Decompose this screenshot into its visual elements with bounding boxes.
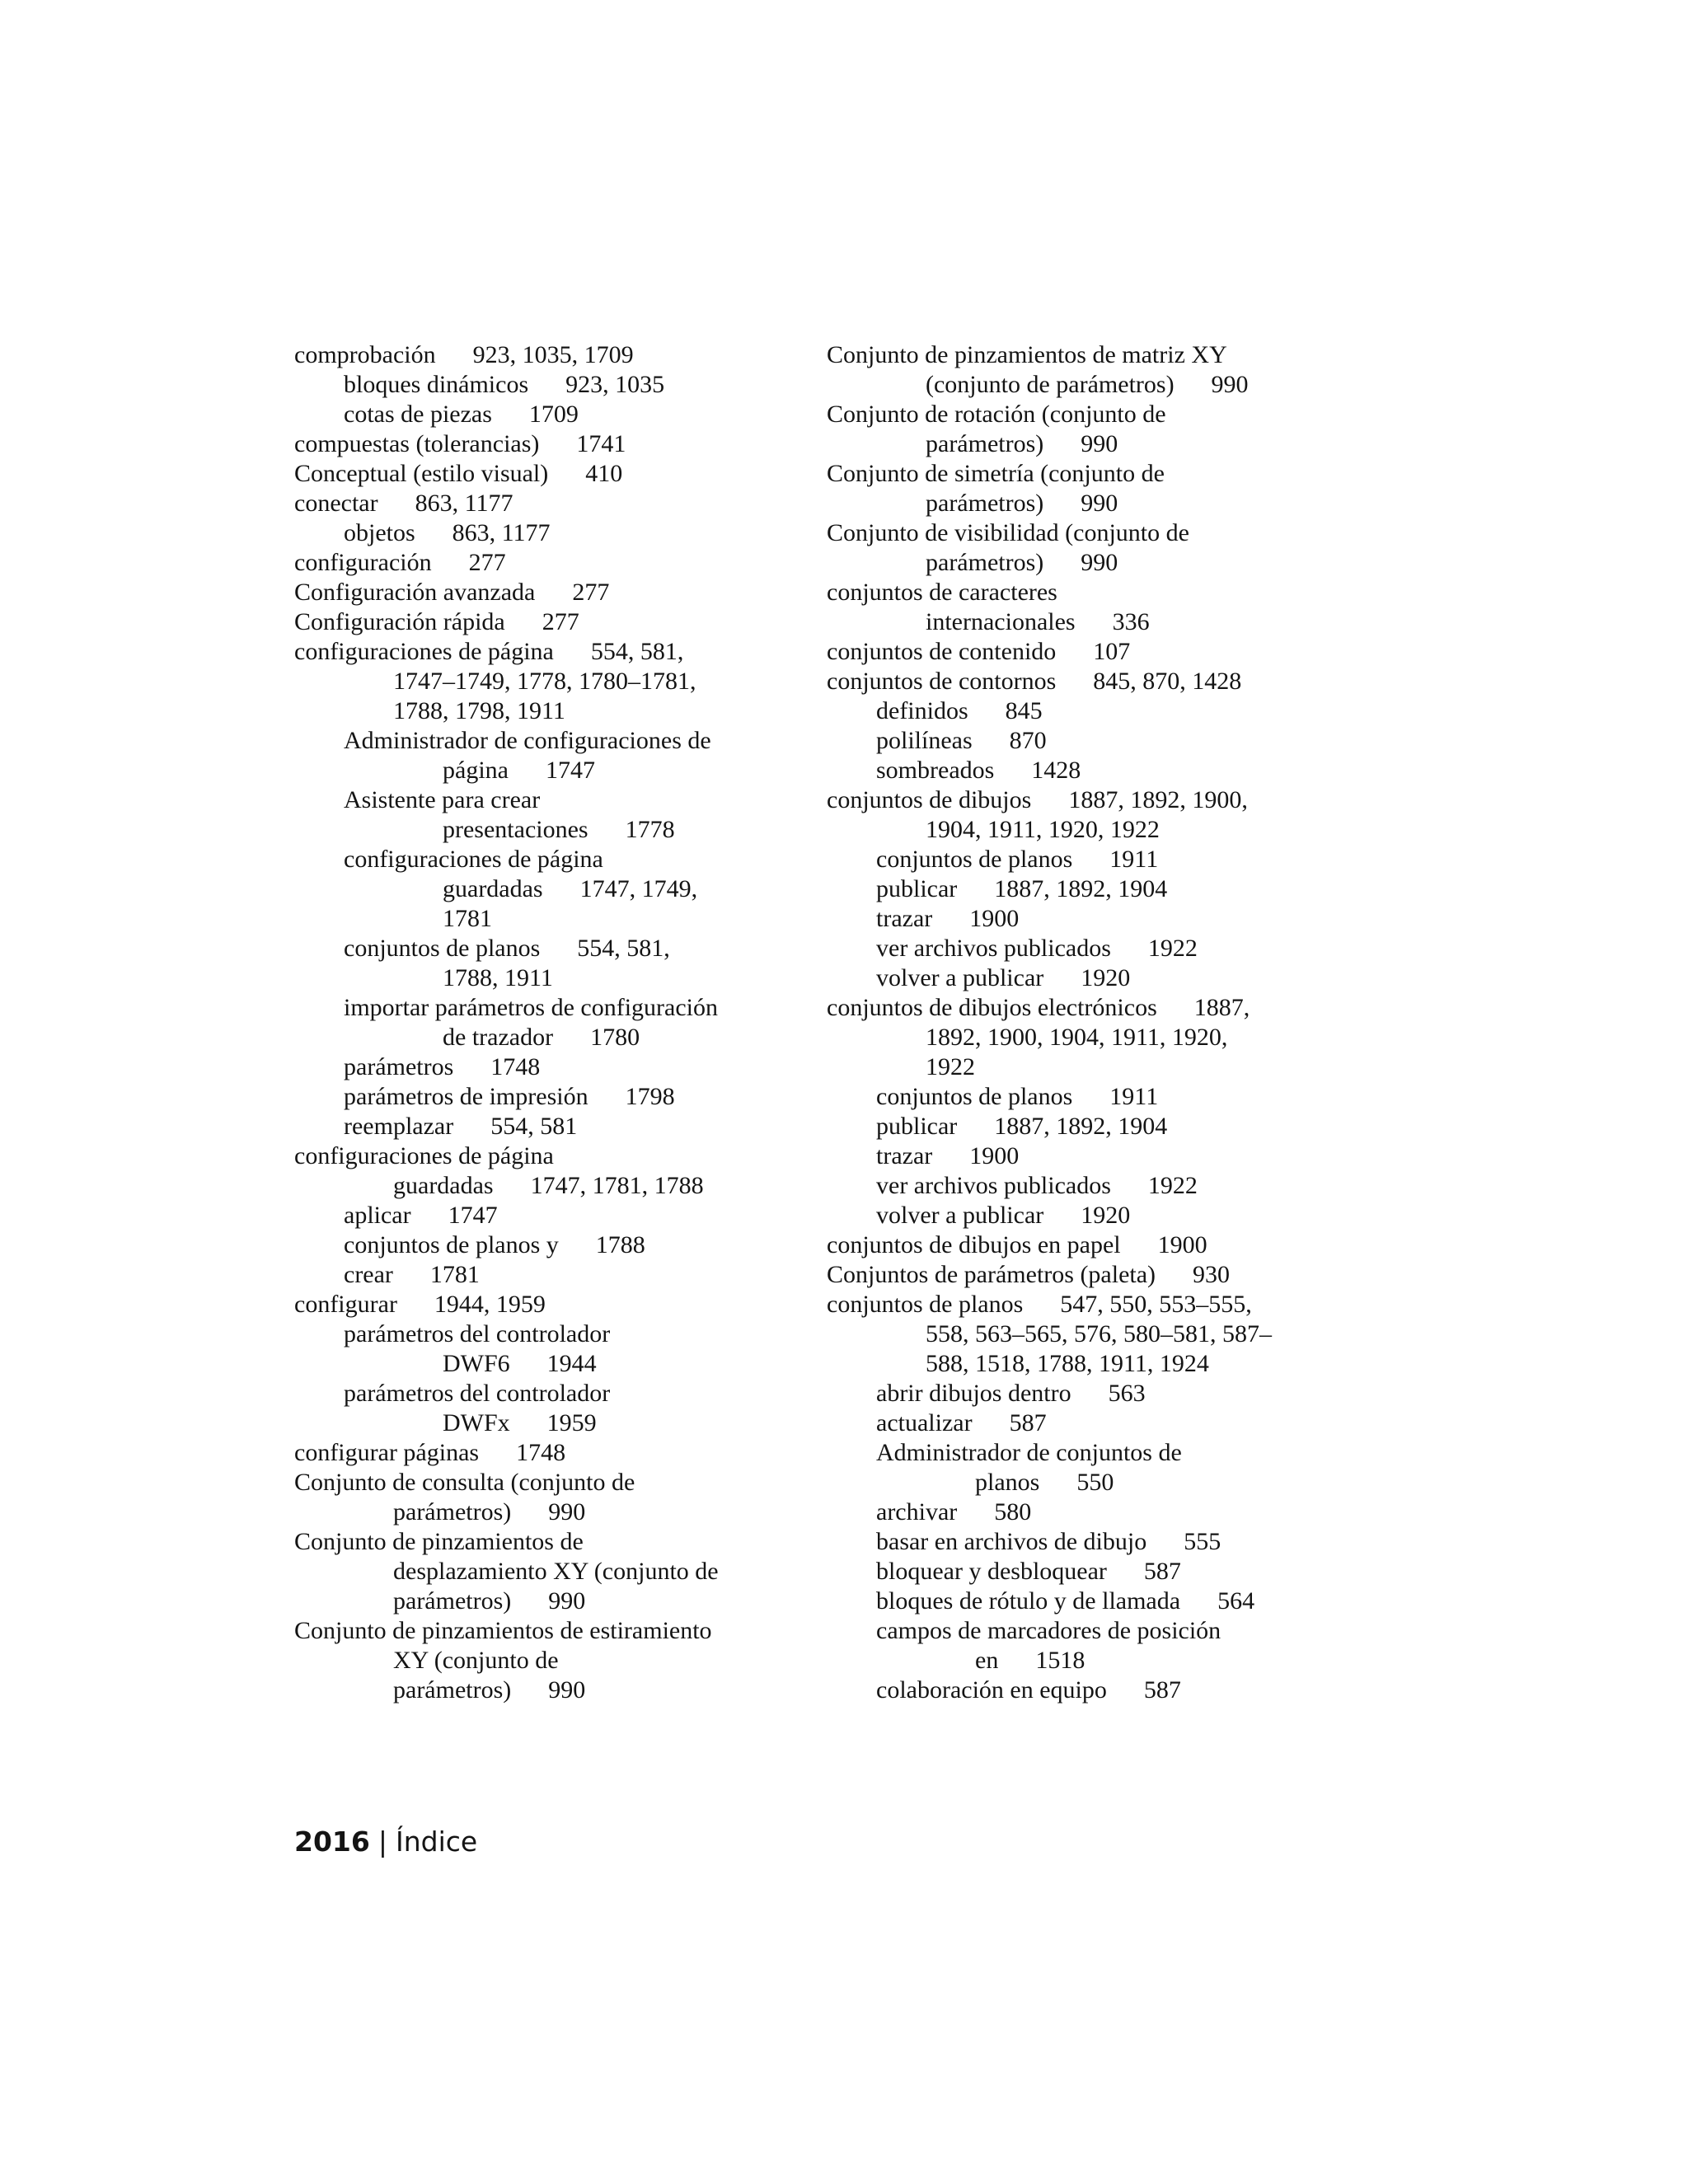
index-subentry: conjuntos de planos y 1788: [344, 1231, 645, 1258]
index-entry: comprobación 923, 1035, 1709: [294, 341, 634, 368]
index-subentry: ver archivos publicados 1922: [876, 935, 1198, 962]
index-entry: conjuntos de contenido 107: [827, 638, 1131, 665]
index-subentry: presentaciones 1778: [443, 816, 675, 843]
index-subentry: parámetros) 990: [926, 490, 1118, 517]
index-entry: configurar páginas 1748: [294, 1439, 566, 1466]
index-subentry: parámetros del controlador: [344, 1320, 611, 1347]
index-subentry: planos 550: [975, 1469, 1114, 1496]
index-subentry: trazar 1900: [876, 1142, 1020, 1169]
index-subentry: crear 1781: [344, 1261, 480, 1288]
index-entry: conjuntos de caracteres: [827, 579, 1057, 606]
index-subentry: basar en archivos de dibujo 555: [876, 1528, 1221, 1555]
index-subentry: polilíneas 870: [876, 727, 1047, 754]
index-entry: configuraciones de página: [294, 1142, 554, 1169]
index-subentry: parámetros) 990: [926, 549, 1118, 576]
index-subentry: Administrador de conjuntos de: [876, 1439, 1182, 1466]
index-subentry: publicar 1887, 1892, 1904: [876, 1113, 1168, 1140]
index-entry: configurar 1944, 1959: [294, 1291, 546, 1318]
index-entry: conjuntos de dibujos electrónicos 1887,: [827, 994, 1250, 1021]
index-entry: Conjunto de simetría (conjunto de: [827, 460, 1165, 487]
index-subentry: parámetros 1748: [344, 1053, 541, 1080]
index-subentry: conjuntos de planos 1911: [876, 846, 1159, 873]
index-subentry: XY (conjunto de: [393, 1647, 559, 1674]
index-subentry: internacionales 336: [926, 608, 1150, 635]
index-subentry: volver a publicar 1920: [876, 1202, 1131, 1229]
index-entry: Configuración rápida 277: [294, 608, 579, 635]
index-subentry: definidos 845: [876, 697, 1043, 724]
index-subentry: conjuntos de planos 554, 581,: [344, 935, 670, 962]
index-subentry: (conjunto de parámetros) 990: [926, 371, 1249, 398]
index-subentry: desplazamiento XY (conjunto de: [393, 1558, 719, 1585]
index-subentry: importar parámetros de configuración: [344, 994, 718, 1021]
index-subentry: 1788, 1798, 1911: [393, 697, 565, 724]
index-entry: conjuntos de planos 547, 550, 553–555,: [827, 1291, 1252, 1318]
index-subentry: volver a publicar 1920: [876, 964, 1131, 991]
footer-separator: |: [377, 1825, 387, 1858]
index-subentry: colaboración en equipo 587: [876, 1676, 1181, 1704]
index-subentry: guardadas 1747, 1781, 1788: [393, 1172, 704, 1199]
index-subentry: configuraciones de página: [344, 846, 603, 873]
index-entry: Configuración avanzada 277: [294, 579, 610, 606]
index-subentry: 1892, 1900, 1904, 1911, 1920,: [926, 1024, 1228, 1051]
index-subentry: parámetros) 990: [393, 1498, 586, 1526]
index-subentry: parámetros) 990: [393, 1587, 586, 1615]
index-subentry: aplicar 1747: [344, 1202, 498, 1229]
index-entry: Conceptual (estilo visual) 410: [294, 460, 623, 487]
index-subentry: publicar 1887, 1892, 1904: [876, 875, 1168, 902]
index-subentry: parámetros) 990: [393, 1676, 586, 1704]
index-subentry: campos de marcadores de posición: [876, 1617, 1221, 1644]
index-entry: configuraciones de página 554, 581,: [294, 638, 684, 665]
index-subentry: 1747–1749, 1778, 1780–1781,: [393, 668, 696, 695]
index-subentry: de trazador 1780: [443, 1024, 640, 1051]
index-subentry: trazar 1900: [876, 905, 1020, 932]
section-title: Índice: [395, 1825, 478, 1858]
index-entry: Conjunto de pinzamientos de estiramiento: [294, 1617, 712, 1644]
index-subentry: página 1747: [443, 757, 595, 784]
index-subentry: parámetros del controlador: [344, 1380, 611, 1407]
index-subentry: 1788, 1911: [443, 964, 553, 991]
index-subentry: 1922: [926, 1053, 975, 1080]
index-subentry: Administrador de configuraciones de: [344, 727, 711, 754]
index-subentry: archivar 580: [876, 1498, 1032, 1526]
index-column-right: [827, 340, 1321, 1705]
index-subentry: 588, 1518, 1788, 1911, 1924: [926, 1350, 1209, 1377]
index-entry: conjuntos de dibujos en papel 1900: [827, 1231, 1207, 1258]
index-subentry: abrir dibujos dentro 563: [876, 1380, 1146, 1407]
index-subentry: 1904, 1911, 1920, 1922: [926, 816, 1160, 843]
page-footer: [294, 1824, 477, 1860]
index-entry: Conjunto de visibilidad (conjunto de: [827, 519, 1189, 546]
index-subentry: Asistente para crear: [344, 786, 541, 813]
index-entry: Conjunto de consulta (conjunto de: [294, 1469, 635, 1496]
index-entry: Conjunto de pinzamientos de: [294, 1528, 584, 1555]
index-subentry: 1781: [443, 905, 492, 932]
index-subentry: DWF6 1944: [443, 1350, 597, 1377]
index-subentry: sombreados 1428: [876, 757, 1081, 784]
index-subentry: en 1518: [975, 1647, 1085, 1674]
index-subentry: guardadas 1747, 1749,: [443, 875, 698, 902]
index-subentry: parámetros) 990: [926, 430, 1118, 457]
index-entry: compuestas (tolerancias) 1741: [294, 430, 626, 457]
index-subentry: reemplazar 554, 581: [344, 1113, 578, 1140]
index-entry: configuración 277: [294, 549, 506, 576]
index-subentry: bloques dinámicos 923, 1035: [344, 371, 665, 398]
index-subentry: parámetros de impresión 1798: [344, 1083, 675, 1110]
index-subentry: cotas de piezas 1709: [344, 401, 579, 428]
index-entry: conectar 863, 1177: [294, 490, 513, 517]
index-entry: Conjunto de rotación (conjunto de: [827, 401, 1166, 428]
index-entry: conjuntos de dibujos 1887, 1892, 1900,: [827, 786, 1248, 813]
index-subentry: actualizar 587: [876, 1409, 1047, 1436]
page-number: 2016: [294, 1825, 370, 1858]
index-subentry: ver archivos publicados 1922: [876, 1172, 1198, 1199]
index-entry: Conjunto de pinzamientos de matriz XY: [827, 341, 1227, 368]
index-subentry: conjuntos de planos 1911: [876, 1083, 1159, 1110]
index-subentry: objetos 863, 1177: [344, 519, 551, 546]
index-entry: conjuntos de contornos 845, 870, 1428: [827, 668, 1242, 695]
index-subentry: bloques de rótulo y de llamada 564: [876, 1587, 1255, 1615]
index-column-left: [294, 340, 789, 1705]
index-entry: Conjuntos de parámetros (paleta) 930: [827, 1261, 1231, 1288]
index-subentry: 558, 563–565, 576, 580–581, 587–: [926, 1320, 1272, 1347]
index-subentry: DWFx 1959: [443, 1409, 597, 1436]
index-subentry: bloquear y desbloquear 587: [876, 1558, 1181, 1585]
